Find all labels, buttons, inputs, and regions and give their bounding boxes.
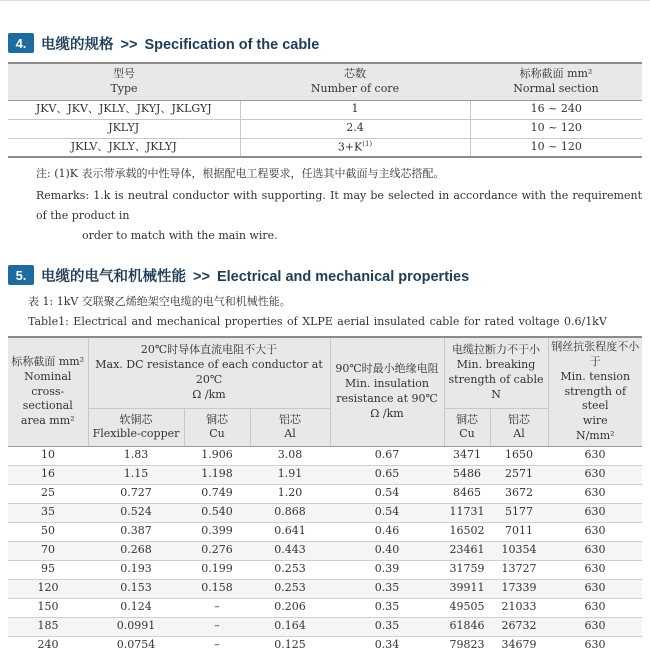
cell-cu: 1.198: [184, 465, 250, 484]
cell-al: 0.125: [250, 636, 330, 648]
cell-section: 150: [8, 598, 88, 617]
cell-breaking-al: 7011: [490, 522, 548, 541]
cell-flex-copper: 1.83: [88, 446, 184, 465]
remarks-en: [36, 186, 642, 246]
cell-cu: 0.199: [184, 560, 250, 579]
cell-section: 70: [8, 541, 88, 560]
cell-breaking-al: 26732: [490, 617, 548, 636]
subheader-cu: 铜芯 Cu: [184, 408, 250, 446]
cell-steel: 630: [548, 503, 642, 522]
cell-insulation: 0.34: [330, 636, 444, 648]
cell-type: JKLV、JKLY、JKLYJ: [8, 138, 240, 157]
cell-breaking-al: 13727: [490, 560, 548, 579]
header-steel: 钢丝抗张程度不小于 Min. tension strength of steel wire N/mm²: [548, 337, 642, 446]
cell-type: JKV、JKV、JKLY、JKYJ、JKLGYJ: [8, 100, 240, 119]
table-row: [8, 503, 642, 522]
header-section: 标称截面 mm² Normal section: [470, 63, 642, 100]
section-number: 4.: [8, 33, 34, 53]
cell-insulation: 0.46: [330, 522, 444, 541]
note-cn: 注: (1)K 表示带承载的中性导体，根据配电工程要求，任选其中截面与主线芯搭配。: [36, 167, 445, 180]
cell-insulation: 0.67: [330, 446, 444, 465]
header-cores: 芯数 Number of core: [240, 63, 470, 100]
cell-breaking-cu: 5486: [444, 465, 490, 484]
section-number: 5.: [8, 265, 34, 285]
header-resistance: 20℃时导体直流电阻不大于 Max. DC resistance of each conductor at 20℃ Ω /km: [88, 337, 330, 408]
cell-section: 16 ~ 240: [470, 100, 642, 119]
cell-al: 0.253: [250, 560, 330, 579]
cell-steel: 630: [548, 560, 642, 579]
table-row: [8, 617, 642, 636]
header-breaking: 电缆拉断力不于小 Min. breaking strength of cable N: [444, 337, 548, 408]
cell-steel: 630: [548, 617, 642, 636]
subheader-al: 铝芯 Al: [250, 408, 330, 446]
cell-steel: 630: [548, 541, 642, 560]
cell-breaking-cu: 49505: [444, 598, 490, 617]
cell-section: 50: [8, 522, 88, 541]
cell-breaking-cu: 16502: [444, 522, 490, 541]
cell-cu: 0.399: [184, 522, 250, 541]
header-type: 型号 Type: [8, 63, 240, 100]
table-row: [8, 446, 642, 465]
section-title: [41, 33, 319, 54]
cell-cores: 1: [240, 100, 470, 119]
cell-insulation: 0.35: [330, 617, 444, 636]
cell-section: 10: [8, 446, 88, 465]
cell-steel: 630: [548, 484, 642, 503]
cell-flex-copper: 0.153: [88, 579, 184, 598]
cell-breaking-al: 3672: [490, 484, 548, 503]
cell-cu: –: [184, 598, 250, 617]
remarks-line-1: Remarks: 1.k is neutral conductor with supporting. It may be selected in accordance with the requirement of the product in: [36, 189, 642, 222]
cell-cu: 0.158: [184, 579, 250, 598]
cell-breaking-al: 34679: [490, 636, 548, 648]
section-4-heading: [8, 32, 319, 54]
properties-table: [8, 336, 642, 648]
section-separator: >>: [120, 36, 138, 53]
cell-al: 1.91: [250, 465, 330, 484]
cell-type: JKLYJ: [8, 119, 240, 138]
cell-section: 35: [8, 503, 88, 522]
table-row: [8, 138, 642, 157]
cell-insulation: 0.39: [330, 560, 444, 579]
cell-section: 185: [8, 617, 88, 636]
cell-section: 25: [8, 484, 88, 503]
cell-cores: 2.4: [240, 119, 470, 138]
cell-flex-copper: 0.268: [88, 541, 184, 560]
table1-caption-cn: 表 1: 1kV 交联聚乙烯绝架空电缆的电气和机械性能。: [28, 295, 291, 308]
table-row: [8, 100, 642, 119]
section-title-en: Specification of the cable: [144, 36, 320, 53]
cell-breaking-cu: 3471: [444, 446, 490, 465]
table-row: [8, 636, 642, 648]
section-title-en: Electrical and mechanical properties: [216, 268, 470, 285]
table-row: [8, 598, 642, 617]
header-section: 标称截面 mm² Nominal cross-sectional area mm²: [8, 337, 88, 446]
section-separator: >>: [193, 268, 210, 285]
cell-al: 1.20: [250, 484, 330, 503]
cell-al: 0.641: [250, 522, 330, 541]
cell-section: 10 ~ 120: [470, 119, 642, 138]
cell-breaking-al: 2571: [490, 465, 548, 484]
cell-flex-copper: 0.524: [88, 503, 184, 522]
cell-insulation: 0.65: [330, 465, 444, 484]
cell-cu: –: [184, 636, 250, 648]
subheader-flex: 软铜芯 Flexible-copper: [88, 408, 184, 446]
cell-flex-copper: 0.387: [88, 522, 184, 541]
cell-section: 10 ~ 120: [470, 138, 642, 157]
cell-steel: 630: [548, 598, 642, 617]
cell-breaking-al: 5177: [490, 503, 548, 522]
cell-flex-copper: 0.727: [88, 484, 184, 503]
cell-breaking-cu: 23461: [444, 541, 490, 560]
cell-section: 16: [8, 465, 88, 484]
properties-body: [8, 446, 642, 648]
top-divider: [0, 0, 650, 4]
table-row: [8, 465, 642, 484]
cell-breaking-cu: 11731: [444, 503, 490, 522]
cell-flex-copper: 0.193: [88, 560, 184, 579]
cell-breaking-al: 21033: [490, 598, 548, 617]
subheader-al-breaking: 铝芯 Al: [490, 408, 548, 446]
table-row: [8, 522, 642, 541]
table-row: [8, 119, 642, 138]
prop-header-row-2: [8, 408, 642, 446]
cell-breaking-cu: 79823: [444, 636, 490, 648]
cell-breaking-cu: 39911: [444, 579, 490, 598]
cell-al: 3.08: [250, 446, 330, 465]
cell-flex-copper: 1.15: [88, 465, 184, 484]
section-title-cn: 电缆的规格: [41, 36, 114, 53]
cell-cores: $3+K^{(1)}$: [240, 138, 470, 157]
cell-al: 0.868: [250, 503, 330, 522]
subheader-cu-breaking: 铜芯 Cu: [444, 408, 490, 446]
cell-al: 0.206: [250, 598, 330, 617]
table1-caption-en: Table1: Electrical and mechanical properties of XLPE aerial insulated cable for rated voltage 0.6/1kV: [28, 315, 607, 328]
cell-steel: 630: [548, 636, 642, 648]
cell-cu: 0.749: [184, 484, 250, 503]
cell-section: 120: [8, 579, 88, 598]
remarks-line-2: order to match with the main wire.: [82, 229, 278, 242]
cell-steel: 630: [548, 522, 642, 541]
cell-section: 95: [8, 560, 88, 579]
cell-cu: –: [184, 617, 250, 636]
cell-insulation: 0.54: [330, 503, 444, 522]
cell-breaking-al: 1650: [490, 446, 548, 465]
cell-cu: 0.540: [184, 503, 250, 522]
table-row: [8, 560, 642, 579]
cell-breaking-cu: 8465: [444, 484, 490, 503]
cell-insulation: 0.54: [330, 484, 444, 503]
cell-flex-copper: 0.124: [88, 598, 184, 617]
cell-breaking-cu: 31759: [444, 560, 490, 579]
cell-breaking-cu: 61846: [444, 617, 490, 636]
section-title: [41, 265, 469, 286]
cell-insulation: 0.40: [330, 541, 444, 560]
cell-steel: 630: [548, 579, 642, 598]
spec-header-row: [8, 63, 642, 100]
cell-cu: 1.906: [184, 446, 250, 465]
cell-al: 0.253: [250, 579, 330, 598]
prop-header-row-1: [8, 337, 642, 408]
cell-al: 0.443: [250, 541, 330, 560]
table-row: [8, 579, 642, 598]
cell-insulation: 0.35: [330, 598, 444, 617]
cell-flex-copper: 0.0754: [88, 636, 184, 648]
cell-steel: 630: [548, 446, 642, 465]
cell-insulation: 0.35: [330, 579, 444, 598]
section-5-heading: [8, 264, 469, 286]
cell-cu: 0.276: [184, 541, 250, 560]
cell-steel: 630: [548, 465, 642, 484]
section-title-cn: 电缆的电气和机械性能: [41, 268, 186, 285]
cell-flex-copper: 0.0991: [88, 617, 184, 636]
table-row: [8, 541, 642, 560]
spec-table: [8, 62, 642, 158]
cell-breaking-al: 17339: [490, 579, 548, 598]
table-row: [8, 484, 642, 503]
header-insulation: 90℃时最小绝缘电阻 Min. insulation resistance at 90℃ Ω /km: [330, 337, 444, 446]
cell-section: 240: [8, 636, 88, 648]
cell-breaking-al: 10354: [490, 541, 548, 560]
cell-al: 0.164: [250, 617, 330, 636]
